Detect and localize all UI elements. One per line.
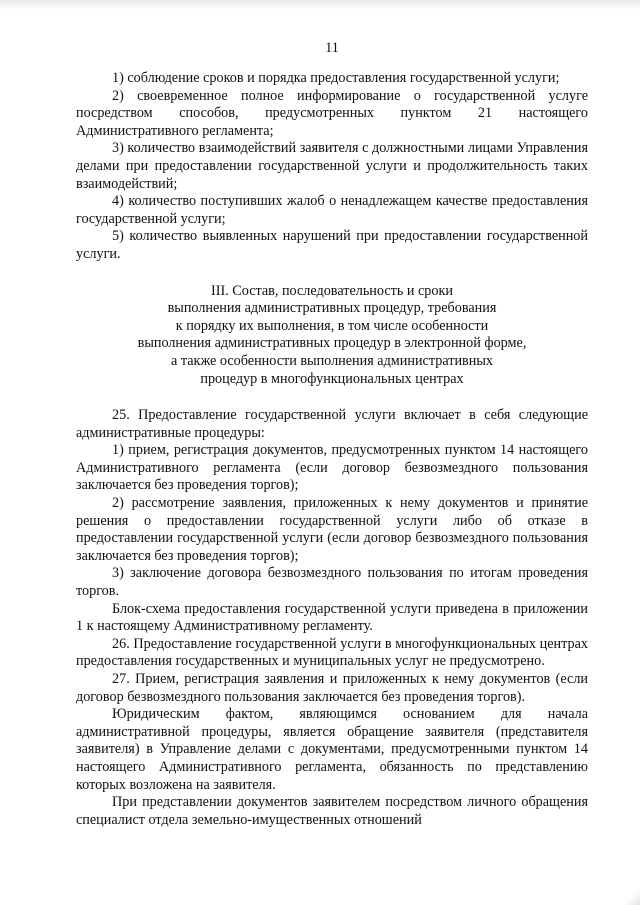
paragraph: 27. Прием, регистрация заявления и приложенных к нему документов (если договор безвозмездного пользования заключается без проведения торгов). [76, 671, 588, 705]
heading-line: а также особенности выполнения административных [171, 352, 493, 369]
paragraph: При представлении документов заявителем посредством личного обращения специалист отдела земельно-имущественных отношений [76, 794, 588, 828]
heading-line: к порядку их выполнения, в том числе особенности [175, 317, 489, 334]
section-heading [76, 283, 588, 389]
page-number: 11 [325, 40, 339, 56]
list-item: 5) количество выявленных нарушений при предоставлении государственной услуги. [76, 228, 588, 262]
paragraph: Юридическим фактом, являющимся основанием для начала административной процедуры, является обращение заявителя (представителя заявителя) в Управление делами с документами, предусмотренными пунктом 14 настоящего Административного регламента, обязанность по представлению которых возложена на заявителя. [76, 706, 588, 793]
list-item: 3) количество взаимодействий заявителя с должностными лицами Управления делами при предоставлении государственной услуги и продолжительность таких взаимодействий; [76, 140, 588, 192]
paragraph: Блок-схема предоставления государственной услуги приведена в приложении 1 к настоящему Административному регламенту. [76, 600, 588, 635]
paragraph: 2) рассмотрение заявления, приложенных к нему документов и принятие решения о предоставлении государственной услуги либо об отказе в предоставлении государственной услуги (если договор безвозмездного пользования заключается без проведения торгов); [76, 495, 588, 564]
list-item: 1) соблюдение сроков и порядка предоставления государственной услуги; [112, 70, 560, 86]
list-item: 2) своевременное полное информирование о государственной услуге посредством способов, предусмотренных пунктом 21 настоящего Административного регламента; [76, 87, 588, 139]
scan-edge [0, 0, 640, 10]
heading-line: выполнения административных процедур в электронной форме, [137, 335, 527, 352]
heading-line: III. Состав, последовательность и сроки [211, 282, 453, 299]
heading-line: процедур в многофункциональных центрах [200, 370, 464, 387]
paragraph: 3) заключение договора безвозмездного пользования по итогам проведения торгов. [76, 565, 588, 600]
list-item: 4) количество поступивших жалоб о ненадлежащем качестве предоставления государственной услуги; [76, 193, 588, 227]
paragraph: 25. Предоставление государственной услуги включает в себя следующие административные процедуры: [76, 407, 588, 441]
document-body [76, 70, 588, 829]
heading-line: выполнения административных процедур, требования [167, 300, 497, 317]
paragraph: 26. Предоставление государственной услуги в многофункциональных центрах предоставления государственных и муниципальных услуг не предусмотрено. [76, 635, 588, 670]
paragraph: 1) прием, регистрация документов, предусмотренных пунктом 14 настоящего Административного регламента (если договор безвозмездного пользования заключается без проведения торгов); [76, 442, 588, 494]
scan-corner [622, 875, 640, 905]
